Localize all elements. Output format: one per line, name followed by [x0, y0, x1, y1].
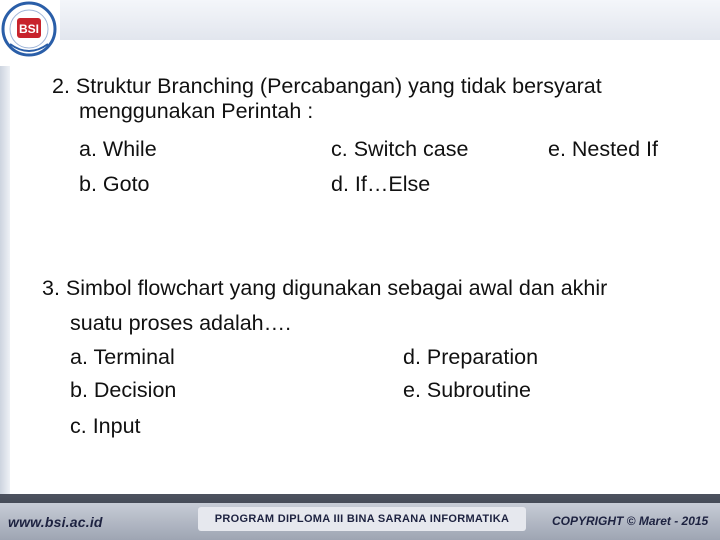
- question3-option-d: d. Preparation: [403, 345, 539, 369]
- question3-option-c: c. Input: [70, 414, 141, 438]
- svg-text:BSI: BSI: [18, 22, 40, 36]
- question2-option-c: c. Switch case: [331, 137, 469, 161]
- question3-option-e: e. Subroutine: [403, 378, 531, 402]
- question2-line2: menggunakan Perintah :: [79, 99, 314, 123]
- question3-line2: suatu proses adalah….: [70, 311, 292, 335]
- footer-url: www.bsi.ac.id: [8, 514, 103, 530]
- question3-line1: 3. Simbol flowchart yang digunakan sebagai awal dan akhir: [42, 276, 608, 300]
- footer-program-name: PROGRAM DIPLOMA III BINA SARANA INFORMATIKA: [198, 507, 526, 531]
- question3-option-b: b. Decision: [70, 378, 177, 402]
- question2-option-b: b. Goto: [79, 172, 150, 196]
- question2-line1: 2. Struktur Branching (Percabangan) yang tidak bersyarat: [52, 74, 602, 98]
- footer-copyright: COPYRIGHT © Maret - 2015: [552, 514, 709, 528]
- question2-option-e: e. Nested If: [548, 137, 658, 161]
- question2-option-d: d. If…Else: [331, 172, 431, 196]
- question3-option-a: a. Terminal: [70, 345, 175, 369]
- question2-option-a: a. While: [79, 137, 157, 161]
